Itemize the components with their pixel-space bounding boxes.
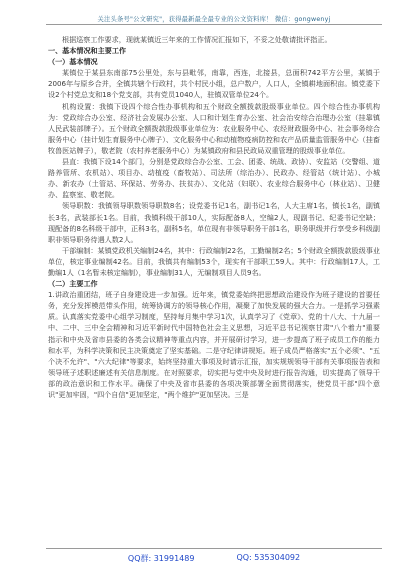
page-footer: [46, 548, 382, 564]
footer-divider: [46, 548, 382, 549]
paragraph-political-work: 1.讲政治重团结，班子自身建设进一步加强。近年来，镇党委始终把思想政治建设作为班子建设的首要任务，充分发挥模范带头作用，统筹协调方的领导核心作用，凝聚了加快发展的强大合力。一是抓学习强素质。认真落实党委中心组学习制度，坚持每月集中学习1次，认真学习了《党章》、党的十八大、十九届一中、二中、三中全会精神和习近平新时代中国特色社会主义思想，习近平总书记视察甘肃"八个着力"重要指示和中央及省市县委的各类会议精神等重点内容，并开展研讨学习，进一步提高了班子成员工作的能力和水平，为科学决策和民主决策奠定了坚实基础。二是守纪律讲规矩。班子成员严格落实"五个必须"、"五个决不允许"、"六大纪律"等要求，始终坚持重大事项及时请示汇报，加实规规领导干部有关事项报告表和领导班子述职述廉述有关信息制度。在对照要求，切实把与党中央及时进行报告沟通，切实提高了领导干部的政治意识和工作水平。确保了中央及省市县委的各项决策部署全面贯彻落实，使党员干部"四个意识"更加牢固，"四个自信"更加坚定，"两个维护"更加坚决。三是: [48, 290, 380, 399]
document-body: [48, 34, 380, 400]
paragraph-departments: 县直：我镇下设14个部门，分别是党政综合办公室、工会、团委、统战、政协）、安监站（交警组、道路养管所、农机站）、项目办、动植疫（畜牧站）、司法所（综治办）、民政办、经管站（统计站）、小城办、新农办（土管站、环保站、劳务办、扶贫办）、文化站（妇联）、农业综合服务中心（林业站）、卫健办、监察室、敬老院。: [48, 157, 380, 200]
paragraph-staffing: 干部编制：某镇党政机关编制24名，其中：行政编制22名，工勤编制2名；5个财政全额拨款股级事业单位，核定事业编制42名。目前，我镇共有编制53个，现实有干部职工59人。其中：行政编制17人，工勤编1人（1名暂未核定编制），事业编制31人，无编制项目人员9名。: [48, 245, 380, 277]
subsection-heading-work: （二）主要工作: [48, 279, 98, 289]
paragraph-institutions: 机构设置：我镇下设四个综合性办事机构和五个财政全额拨款股级事业单位。四个综合性办事机构为：党政综合办公室、经济社会发展办公室、人口和计划生育办公室、社会治安综合治理办公室（挂靠镇人民武装部牌子）。五个财政全额拨款股级事业单位为：农业服务中心、农经财政服务中心、社会事务综合服务中心（挂计划生育服务中心牌子）、文化服务中心和动植物疫病防控和农产品质量监管服务中心（挂畜牧兽医站牌子），敬老院（农村养老服务中心）为某镇政府和县民政局双重管理的股级事业单位。: [48, 101, 380, 155]
paragraph-leadership: 领导职数：我镇领导职数领导职数8名；设党委书记1名，副书记1名，人大主席1名，镇长1名，副镇长3名，武装部长1名。目前，我镇科级干部10人，实际配备8人，空编2人，现副书记、纪委书记空缺；现配备的8名科级干部中，正科3名，副科5名，单位现有非领导职务干部1名，职务职级并行享受乡科级副职非领导职务待遇人数2人。: [48, 201, 380, 244]
page-header: 关注头条号"公文研究"，获得最新最全最专业的公文资料库！ 微信：gongwenyj: [97, 16, 331, 23]
intro-paragraph: 根据巡察工作要求，现就某镇近三年来的工作情况汇报如下，不妥之处敬请批评指正。: [62, 35, 332, 44]
section-heading-1: 一、基本情况和主要工作: [48, 46, 127, 56]
footer-qq-contact: QQ: 535304092: [236, 553, 301, 562]
subsection-heading-basic: （一）基本情况: [48, 57, 98, 67]
header-divider: [46, 24, 382, 25]
footer-qq-group: QQ群: 31991489: [127, 554, 195, 563]
paragraph-location: 某镇位于某县东南部75公里处，东与县毗邻，南靠，西连，北接县，总面积742平方公里，某镇于2006年与原乡合并，全镇共辖个行政村，共个村民小组，总户数户，人口人，全镇耕地面积亩。镇党委下设2个村党总支和18个党支部，共有党员1040人，驻镇双管单位24个。: [48, 68, 380, 100]
